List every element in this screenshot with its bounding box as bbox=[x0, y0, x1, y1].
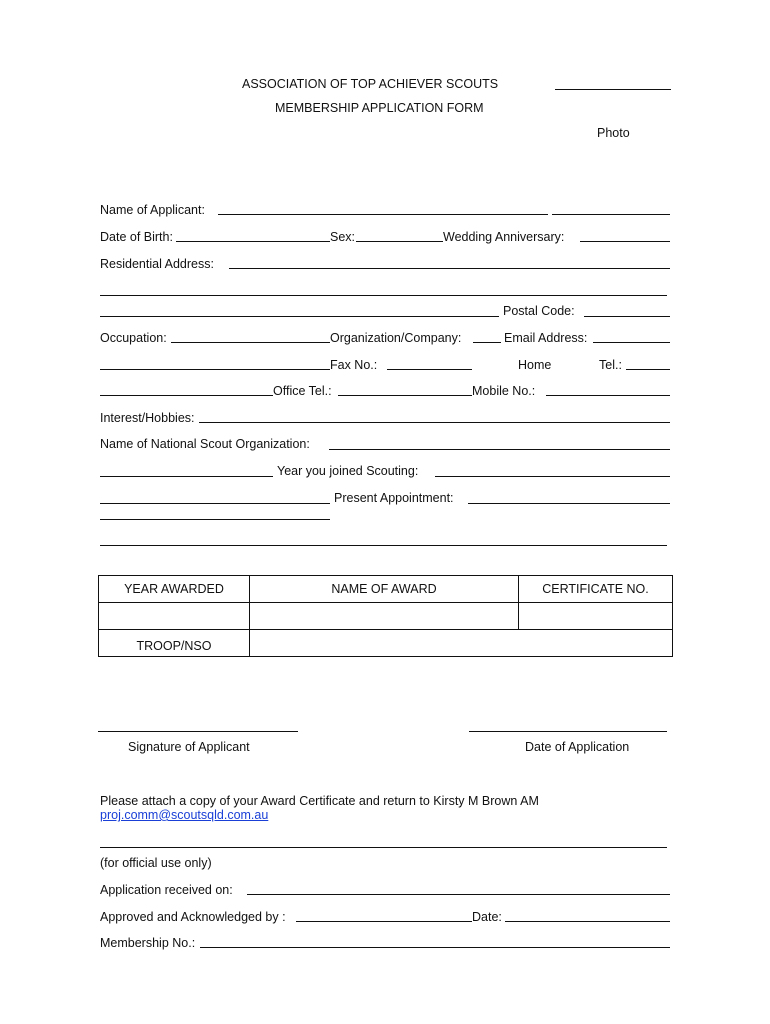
name-of-applicant-field[interactable] bbox=[218, 214, 548, 215]
present-appointment-label: Present Appointment: bbox=[334, 491, 454, 505]
official-date-field[interactable] bbox=[505, 921, 670, 922]
section-divider bbox=[100, 545, 667, 546]
sex-label: Sex: bbox=[330, 230, 356, 244]
occupation-label: Occupation: bbox=[100, 331, 167, 345]
troop-row bbox=[99, 630, 673, 657]
occupation-field[interactable] bbox=[171, 342, 330, 343]
organization-label: Organization/Company: bbox=[330, 331, 462, 345]
present-appointment-field-pre[interactable] bbox=[100, 503, 330, 504]
home-label: Home bbox=[518, 358, 552, 372]
year-joined-field[interactable] bbox=[435, 476, 670, 477]
national-scout-org-field[interactable] bbox=[329, 449, 670, 450]
year-awarded-header: YEAR AWARDED bbox=[99, 576, 250, 603]
name-of-award-cell[interactable] bbox=[250, 603, 519, 630]
photo-label: Photo bbox=[597, 126, 630, 140]
home-tel-field[interactable] bbox=[626, 369, 670, 370]
postal-code-label: Postal Code: bbox=[503, 304, 575, 318]
residential-address-field-3[interactable] bbox=[100, 316, 499, 317]
application-received-field[interactable] bbox=[247, 894, 670, 895]
approved-field[interactable] bbox=[296, 921, 472, 922]
mobile-no-label: Mobile No.: bbox=[472, 384, 536, 398]
email-address-field[interactable] bbox=[593, 342, 670, 343]
official-date-label: Date: bbox=[472, 910, 502, 924]
present-appointment-field-2[interactable] bbox=[100, 519, 330, 520]
residential-address-label: Residential Address: bbox=[100, 257, 214, 271]
national-scout-org-field-2[interactable] bbox=[100, 476, 273, 477]
org-title: ASSOCIATION OF TOP ACHIEVER SCOUTS bbox=[242, 77, 499, 91]
office-tel-field[interactable] bbox=[338, 395, 472, 396]
awards-header-row bbox=[99, 576, 673, 603]
year-awarded-cell[interactable] bbox=[99, 603, 250, 630]
membership-no-label: Membership No.: bbox=[100, 936, 196, 950]
interest-hobbies-field[interactable] bbox=[199, 422, 670, 423]
date-of-birth-field[interactable] bbox=[176, 241, 330, 242]
residential-address-field[interactable] bbox=[229, 268, 670, 269]
year-joined-label: Year you joined Scouting: bbox=[277, 464, 419, 478]
mobile-no-field[interactable] bbox=[546, 395, 670, 396]
date-of-application-label: Date of Application bbox=[525, 740, 630, 754]
official-divider bbox=[100, 847, 667, 848]
troop-nso-label: TROOP/NSO bbox=[99, 630, 250, 657]
certificate-no-header: CERTIFICATE NO. bbox=[519, 576, 673, 603]
present-appointment-field[interactable] bbox=[468, 503, 670, 504]
form-title: MEMBERSHIP APPLICATION FORM bbox=[275, 101, 484, 115]
residential-address-field-2[interactable] bbox=[100, 295, 667, 296]
tel-label: Tel.: bbox=[599, 358, 622, 372]
organization-field[interactable] bbox=[473, 342, 501, 343]
date-of-birth-label: Date of Birth: bbox=[100, 230, 173, 244]
approved-label: Approved and Acknowledged by : bbox=[100, 910, 286, 924]
membership-no-field[interactable] bbox=[200, 947, 670, 948]
national-scout-org-label: Name of National Scout Organization: bbox=[100, 437, 310, 451]
contact-email-link[interactable]: proj.comm@scoutsqld.com.au bbox=[100, 808, 269, 822]
signature-line[interactable] bbox=[98, 731, 298, 732]
email-address-label: Email Address: bbox=[504, 331, 588, 345]
troop-nso-cell[interactable] bbox=[250, 630, 673, 657]
organization-field-2[interactable] bbox=[100, 369, 330, 370]
application-received-label: Application received on: bbox=[100, 883, 233, 897]
instruction-text: Please attach a copy of your Award Certificate and return to Kirsty M Brown AM bbox=[100, 794, 539, 808]
wedding-anniversary-field[interactable] bbox=[580, 241, 670, 242]
date-of-application-line[interactable] bbox=[469, 731, 667, 732]
signature-label: Signature of Applicant bbox=[128, 740, 250, 754]
photo-line bbox=[555, 89, 671, 90]
name-of-applicant-label: Name of Applicant: bbox=[100, 203, 205, 217]
official-use-note: (for official use only) bbox=[100, 856, 212, 870]
interest-hobbies-label: Interest/Hobbies: bbox=[100, 411, 195, 425]
name-of-award-header: NAME OF AWARD bbox=[250, 576, 519, 603]
certificate-no-cell[interactable] bbox=[519, 603, 673, 630]
sex-field[interactable] bbox=[356, 241, 443, 242]
fax-no-label: Fax No.: bbox=[330, 358, 378, 372]
postal-code-field[interactable] bbox=[584, 316, 670, 317]
home-tel-field-2[interactable] bbox=[100, 395, 273, 396]
office-tel-label: Office Tel.: bbox=[273, 384, 332, 398]
awards-entry-row bbox=[99, 603, 673, 630]
fax-no-field[interactable] bbox=[387, 369, 472, 370]
wedding-anniversary-label: Wedding Anniversary: bbox=[443, 230, 565, 244]
awards-table bbox=[98, 575, 673, 657]
name-of-applicant-field-2[interactable] bbox=[552, 214, 670, 215]
